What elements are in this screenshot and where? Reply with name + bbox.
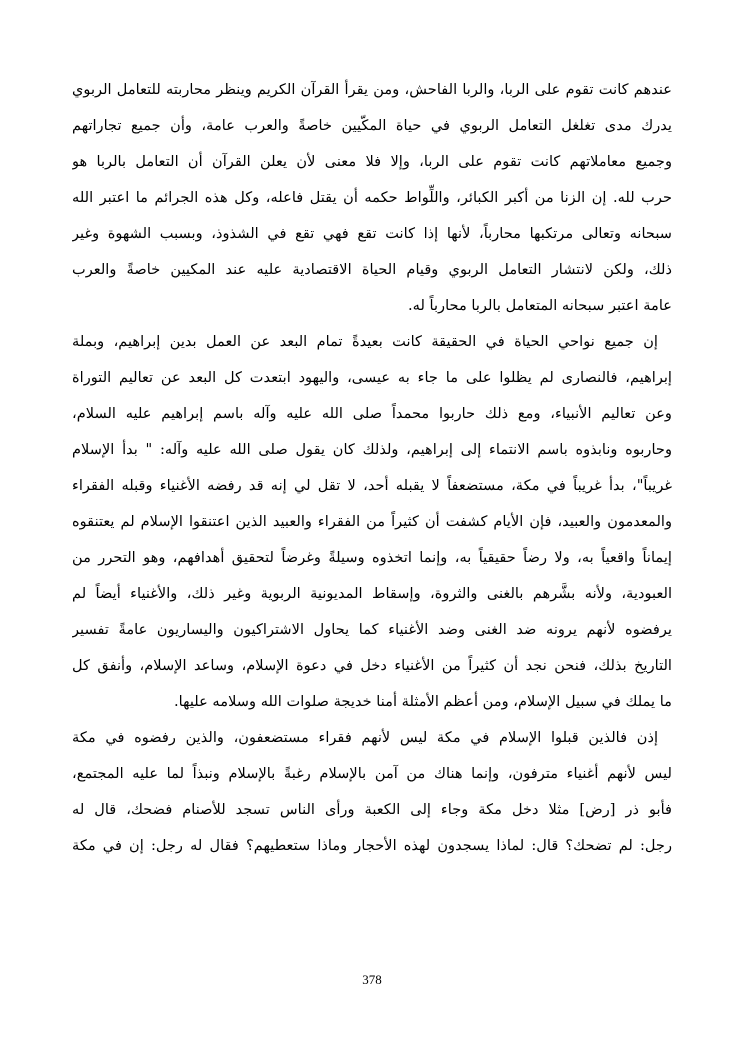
paragraph-2-first-line: إن جميع نواحي الحياة في الحقيقة كانت بعيدةً تمام البعد عن العمل بدين إبراهيم، وبملة	[72, 333, 658, 350]
text-line-10: وعن تعاليم الأنبياء، ومع ذلك حاربوا محمداً صلى الله عليه وآله باسم إبراهيم عليه السلام،	[72, 405, 672, 422]
text-line-18: ما يملك في سبيل الإسلام، ومن أعظم الأمثلة أمنا خديجة صلوات الله وسلامه عليها.	[174, 693, 672, 710]
text-line-5: سبحانه وتعالى مرتكبها محارباً، لأنها إذا كانت تقع فهي تقع في الشذوذ، وبسبب الشهوة وغير	[72, 225, 672, 242]
text-line-14: إيماناً واقعياً به، ولا رضاً حقيقياً به، وإنما اتخذوه وسيلةً وغرضاً لتحقيق أهدافهم، وهو التحرر من	[72, 549, 672, 566]
text-line-13: والمعدمون والعبيد، فإن الأيام كشفت أن كثيراً من الفقراء والعبيد الذين اعتنقوا الإسلام لم يعتنقوه	[72, 513, 672, 530]
text-line-7: عامة اعتبر سبحانه المتعامل بالربا محارباً له.	[408, 297, 672, 314]
page-number: 378	[362, 972, 382, 987]
paragraph-3-first-line: إذن فالذين قبلوا الإسلام في مكة ليس لأنهم فقراء مستضعفون، والذين رفضوه في مكة	[72, 729, 658, 746]
text-line-1: عندهم كانت تقوم على الربا، والربا الفاحش، ومن يقرأ القرآن الكريم وينظر محاربته للتعامل الربوي	[72, 81, 672, 98]
text-line-20: ليس لأنهم أغنياء مترفون، وإنما هناك من آمن بالإسلام رغبةً بالإسلام ونبذاً لما عليه المجتمع،	[72, 765, 672, 782]
text-line-22: رجل: لم تضحك؟ قال: لماذا يسجدون لهذه الأحجار وماذا ستعطيهم؟ فقال له رجل: إن في مكة	[72, 837, 672, 854]
text-line-15: العبودية، ولأنه بشَّرهم بالغنى والثروة، وإسقاط المديونية الربوية وغير ذلك، والأغنياء أيضاً لم	[72, 585, 672, 602]
text-line-12: غريباً"، بدأ غريباً في مكة، مستضعفاً لا يقبله أحد، لا تقل لي إنه قد رفضه الأغنياء وقبله الفقراء	[72, 477, 672, 494]
text-line-2: يدرك مدى تغلغل التعامل الربوي في حياة المكّيين خاصةً والعرب عامة، وأن جميع تجاراتهم	[72, 117, 672, 134]
text-line-16: يرفضوه لأنهم يرونه ضد الغنى وضد الأغنياء كما يحاول الاشتراكيون واليساريون عامةً تفسير	[72, 621, 672, 638]
text-line-6: ذلك، ولكن لانتشار التعامل الربوي وقيام الحياة الاقتصادية عليه عند المكيين خاصةً والعرب	[72, 261, 672, 278]
text-line-11: وحاربوه ونابذوه باسم الانتماء إلى إبراهيم، ولذلك كان يقول صلى الله عليه وآله: " بدأ الإسلام	[72, 441, 672, 458]
text-line-17: التاريخ بذلك، فنحن نجد أن كثيراً من الأغنياء دخل في دعوة الإسلام، وساعد الإسلام، وأنفق كل	[72, 657, 672, 674]
text-line-3: وجميع معاملاتهم كانت تقوم على الربا، وإلا فلا معنى لأن يعلن القرآن أن التعامل بالربا هو	[72, 153, 672, 170]
text-line-4: حرب لله. إن الزنا من أكبر الكبائر، واللِّواط حكمه أن يقتل فاعله، وكل هذه الجرائم ما اعتبر الله	[72, 189, 672, 206]
text-line-9: إبراهيم، فالنصارى لم يظلوا على ما جاء به عيسى، واليهود ابتعدت كل البعد عن تعاليم التوراة	[72, 369, 672, 386]
text-line-21: فأبو ذر [رض] مثلا دخل مكة وجاء إلى الكعبة ورأى الناس تسجد للأصنام فضحك، قال له	[72, 801, 672, 818]
